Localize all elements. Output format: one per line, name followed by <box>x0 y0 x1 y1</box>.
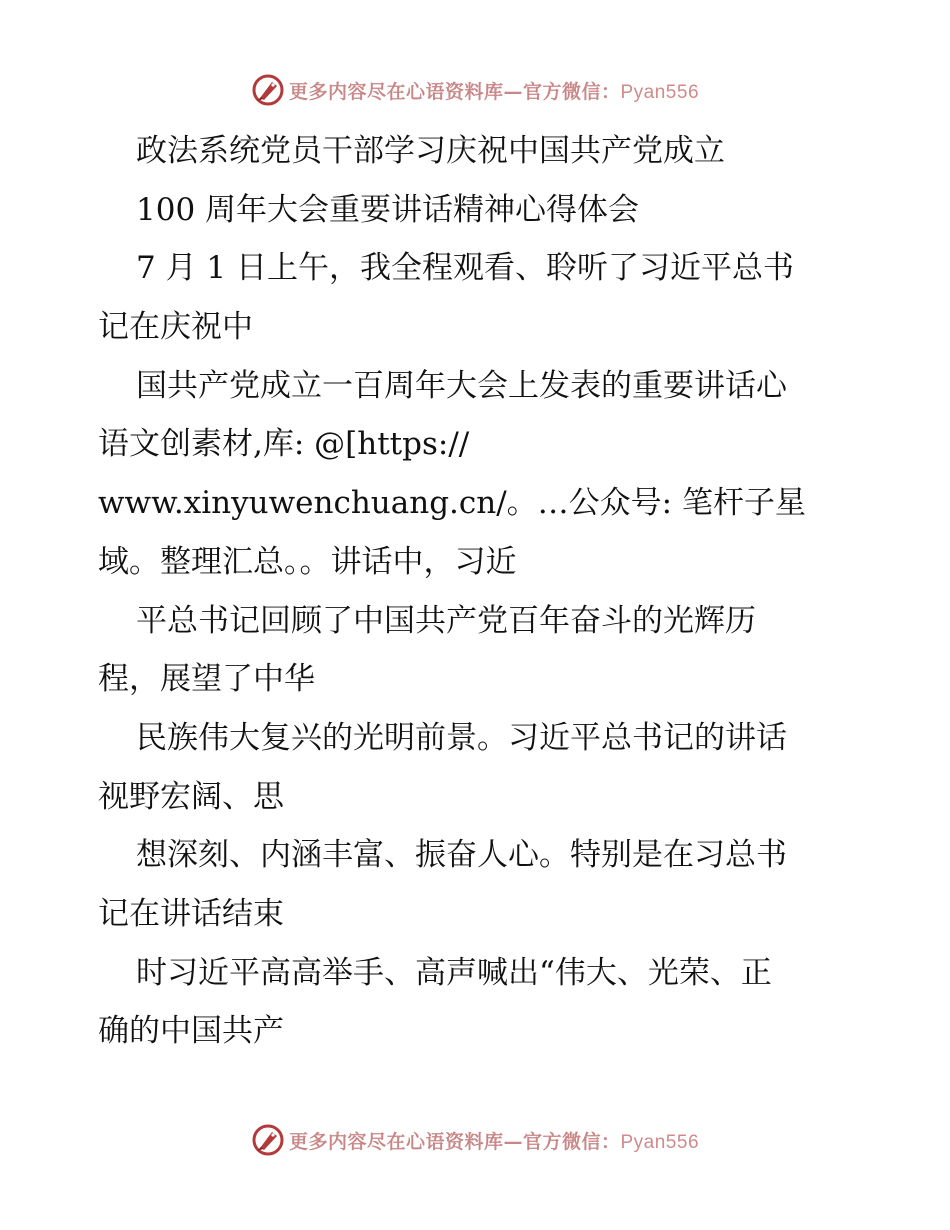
text-line: 国共产党成立一百周年大会上发表的重要讲话心 <box>136 367 787 404</box>
pen-nib-logo-icon <box>251 73 285 107</box>
text-line: 语文创素材,库: @[https:// <box>98 426 470 463</box>
text-line: 确的中国共产 <box>98 1013 284 1050</box>
document-body <box>98 122 878 1061</box>
text-line: 记在讲话结束 <box>98 895 284 932</box>
text-line: 民族伟大复兴的光明前景。习近平总书记的讲话 <box>136 719 787 756</box>
header-banner-text <box>289 77 699 104</box>
text-line: 视野宏阔、思 <box>98 778 284 815</box>
footer-banner <box>0 1122 950 1158</box>
text-line: 想深刻、内涵丰富、振奋人心。特别是在习总书 <box>136 837 787 874</box>
text-line: 域。整理汇总。。讲话中，习近 <box>98 543 517 580</box>
pen-nib-logo-icon <box>251 1123 285 1157</box>
text-line: 政法系统党员干部学习庆祝中国共产党成立 <box>136 133 725 169</box>
header-banner-label: 更多内容尽在心语资料库—官方微信： <box>288 80 621 103</box>
header-banner <box>0 72 950 108</box>
text-line: 记在庆祝中 <box>98 309 253 346</box>
text-line: 100 周年大会重要讲话精神心得体会 <box>136 191 640 228</box>
text-line: 时习近平高高举手、高声喊出“伟大、光荣、正 <box>136 954 772 991</box>
text-line: 7 月 1 日上午，我全程观看、聆听了习近平总书 <box>136 250 795 287</box>
footer-wechat-account: Pyan556 <box>620 1131 700 1153</box>
text-line: www.xinyuwenchuang.cn/。…公众号: 笔杆子星 <box>98 485 806 522</box>
text-line: 程，展望了中华 <box>98 661 315 698</box>
text-line: 平总书记回顾了中国共产党百年奋斗的光辉历 <box>136 602 756 639</box>
header-wechat-account: Pyan556 <box>620 81 700 103</box>
footer-banner-text <box>289 1127 699 1154</box>
footer-banner-label: 更多内容尽在心语资料库—官方微信： <box>288 1130 621 1153</box>
